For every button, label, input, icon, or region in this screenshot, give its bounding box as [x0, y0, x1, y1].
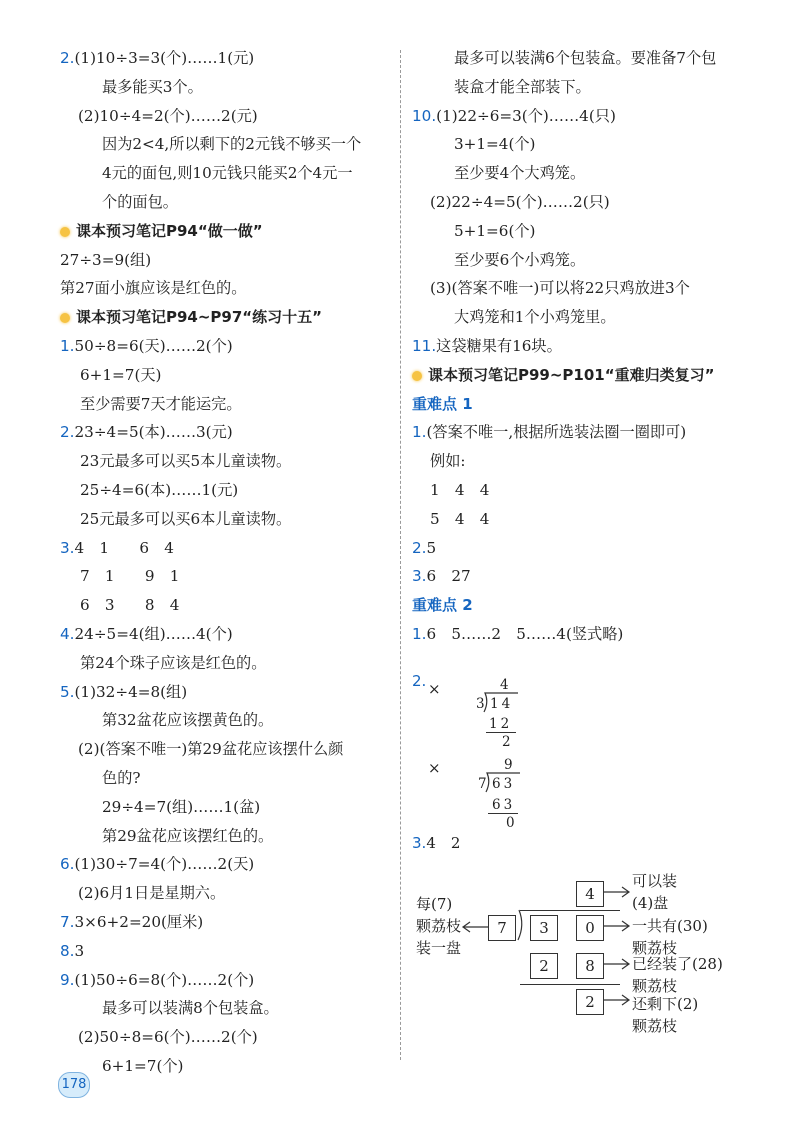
- answer-line: [412, 505, 752, 534]
- answer-text: 至少要4个大鸡笼。: [454, 164, 586, 183]
- division1-quotient: 4: [500, 677, 509, 693]
- answer-line: [412, 159, 752, 188]
- section-heading-text: 课本预习笔记P99~P101“重难归类复习”: [428, 365, 715, 384]
- answer-line: [60, 274, 390, 303]
- answer-text: 5 4 4: [430, 509, 490, 528]
- question-number: 3.: [60, 538, 75, 557]
- bullet-dot-icon: [412, 371, 422, 381]
- answer-line: [412, 476, 752, 505]
- answer-line: [412, 130, 752, 159]
- answer-text: (1)32÷4=8(组): [74, 682, 188, 701]
- answer-text: 大鸡笼和1个小鸡笼里。: [454, 308, 616, 327]
- question-number: 2.: [60, 49, 75, 67]
- answer-line: [60, 937, 390, 966]
- note-quotient-2: (4)盘: [632, 894, 669, 912]
- answer-line: [60, 44, 390, 73]
- section-heading: [60, 303, 390, 332]
- subsection-heading-text: 重难点 1: [412, 394, 473, 413]
- answer-line: [60, 332, 390, 361]
- answer-text: (3)(答案不唯一)可以将22只鸡放进3个: [430, 279, 690, 298]
- answer-line: [60, 822, 390, 851]
- answer-text: (1)10÷3=3(个)……1(元): [74, 49, 255, 67]
- question-number: 11.: [412, 336, 437, 355]
- arrow-product: [604, 957, 632, 971]
- dividend-box-tens: 3: [530, 915, 558, 941]
- answer-line: [412, 332, 752, 361]
- arrow-dividend: [604, 919, 632, 933]
- answer-2-label: 2.: [412, 672, 427, 690]
- answer-line: [60, 879, 390, 908]
- arrow-quotient: [604, 885, 632, 899]
- answer-line: [60, 735, 390, 764]
- answer-text: (2)50÷8=6(个)……2(个): [78, 1028, 258, 1047]
- answer-line: [60, 159, 390, 188]
- answer-text: 第27面小旗应该是红色的。: [60, 279, 247, 298]
- answer-line: [60, 447, 390, 476]
- answer-text: 5: [426, 538, 437, 557]
- note-product-2: 颗荔枝: [632, 977, 678, 995]
- answer-line: [60, 649, 390, 678]
- answer-text: 7 1 9 1: [80, 567, 180, 586]
- answer-text: 第29盆花应该摆红色的。: [102, 826, 274, 845]
- division1-divisor: 3: [476, 696, 485, 712]
- note-quotient-1: 可以装: [632, 872, 678, 890]
- question-number: 4.: [60, 624, 75, 643]
- answer-text: 3: [74, 941, 85, 960]
- answer-text: 4 1 6 4: [74, 538, 174, 557]
- right-column: [412, 44, 752, 649]
- answer-text: 装盒才能全部装下。: [454, 77, 591, 96]
- answer-line: [60, 188, 390, 217]
- answer-line: [412, 188, 752, 217]
- answer-text: (答案不唯一,根据所选装法圈一圈即可): [426, 423, 687, 442]
- arrow-to-divisor: [460, 920, 490, 934]
- answer-text: 个的面包。: [102, 192, 178, 211]
- division-top-line: [520, 910, 620, 911]
- answer-text: 1 4 4: [430, 480, 490, 499]
- answer-line: [60, 591, 390, 620]
- answer-line: [60, 476, 390, 505]
- question-number: 6.: [60, 855, 75, 874]
- product-box-tens: 2: [530, 953, 558, 979]
- answer-text: 至少要6个小鸡笼。: [454, 250, 586, 269]
- note-dividend-1: 一共有(30): [632, 917, 708, 935]
- question-number: 8.: [60, 941, 75, 960]
- division2-dividend: 63: [492, 776, 516, 792]
- answer-text: 23÷4=5(本)……3(元): [74, 423, 233, 442]
- answer-text: 这袋糖果有16块。: [436, 336, 562, 355]
- diagram-left-label-3: 装一盘: [416, 939, 462, 957]
- page-number: 178: [58, 1072, 90, 1098]
- answer-text: 6 3 8 4: [80, 596, 180, 615]
- diagram-left-label-1: 每(7): [416, 895, 453, 913]
- answer-text: 6+1=7(天): [80, 365, 162, 384]
- quotient-box: 4: [576, 881, 604, 907]
- remainder-box: 2: [576, 989, 604, 1015]
- answer-text: 3+1=4(个): [454, 135, 536, 154]
- answer-text: (2)22÷4=5(个)……2(只): [430, 192, 610, 211]
- division2-divisor: 7: [478, 776, 487, 792]
- divisor-box: 7: [488, 915, 516, 941]
- bullet-dot-icon: [60, 227, 70, 237]
- note-remainder-2: 颗荔枝: [632, 1017, 678, 1035]
- answer-line: [60, 246, 390, 275]
- note-dividend-2: 颗荔枝: [632, 939, 678, 957]
- division2-quotient: 9: [504, 757, 513, 773]
- answer-line: [412, 534, 752, 563]
- section-heading: [412, 361, 752, 390]
- question-number: 7.: [60, 912, 75, 931]
- answer-line: [60, 1052, 390, 1081]
- answer-text: (2)10÷4=2(个)……2(元): [78, 106, 258, 125]
- subsection-heading: [412, 591, 752, 620]
- answer-line: [412, 73, 752, 102]
- answer-line: [60, 908, 390, 937]
- answer-line: [412, 44, 752, 73]
- answer-line: [60, 73, 390, 102]
- answer-text: (1)22÷6=3(个)……4(只): [436, 106, 616, 125]
- answer-line: [60, 390, 390, 419]
- answer-line: [60, 678, 390, 707]
- section-heading-text: 课本预习笔记P94“做一做”: [76, 221, 263, 240]
- answer-line: [60, 994, 390, 1023]
- answer-line: [60, 505, 390, 534]
- answer-text: 第24个珠子应该是红色的。: [80, 653, 267, 672]
- answer-line: [412, 274, 752, 303]
- subsection-heading-text: 重难点 2: [412, 596, 473, 615]
- question-number: 1.: [60, 336, 75, 355]
- bullet-dot-icon: [60, 313, 70, 323]
- answer-line: [60, 706, 390, 735]
- arrow-remainder: [604, 993, 632, 1007]
- answer-text: 最多可以装满8个包装盒。: [102, 999, 279, 1018]
- left-column: [60, 44, 390, 1081]
- answer-text: 色的?: [102, 768, 141, 787]
- answer-line: [60, 130, 390, 159]
- answer-line: [60, 534, 390, 563]
- answer-text: 50÷8=6(天)……2(个): [74, 336, 233, 355]
- answer-text: 27÷3=9(组): [60, 250, 152, 269]
- answer-text: 25元最多可以买6本儿童读物。: [80, 509, 292, 528]
- dividend-box-ones: 0: [576, 915, 604, 941]
- answer-line: [412, 217, 752, 246]
- division2-product: 63: [492, 797, 516, 813]
- answer-text: 23元最多可以买5本儿童读物。: [80, 452, 292, 471]
- answer-text: 因为2<4,所以剩下的2元钱不够买一个: [102, 135, 362, 154]
- answer-line: [60, 361, 390, 390]
- note-product-1: 已经装了(28): [632, 955, 723, 973]
- wrong-mark-2: ×: [428, 759, 441, 777]
- answer-line: [60, 764, 390, 793]
- note-remainder-1: 还剩下(2): [632, 995, 699, 1013]
- question-number: 1.: [412, 624, 427, 643]
- question-number: 3.: [412, 567, 427, 586]
- answer-line: [60, 793, 390, 822]
- answer-line: [60, 418, 390, 447]
- division1-product: 12: [489, 716, 513, 732]
- answer-line: [60, 966, 390, 995]
- answer-text: 最多可以装满6个包装盒。要准备7个包: [454, 49, 717, 67]
- wrong-mark-1: ×: [428, 680, 441, 698]
- answer-text: 例如:: [430, 452, 466, 471]
- answer-line: [60, 1023, 390, 1052]
- question-number: 2.: [412, 538, 427, 557]
- answer-text: 6 27: [426, 567, 471, 586]
- subsection-heading: [412, 390, 752, 419]
- answer-text: (2)6月1日是星期六。: [78, 884, 226, 903]
- answer-line: [412, 102, 752, 131]
- answer-3: 3.4 2: [412, 834, 461, 852]
- question-number: 5.: [60, 682, 75, 701]
- answer-line: [60, 620, 390, 649]
- answer-text: 最多能买3个。: [102, 77, 203, 96]
- answer-text: 3×6+2=20(厘米): [74, 912, 204, 931]
- answer-line: [412, 303, 752, 332]
- answer-text: (2)(答案不唯一)第29盆花应该摆什么颜: [78, 740, 344, 759]
- answer-line: [412, 620, 752, 649]
- answer-text: (1)30÷7=4(个)……2(天): [74, 855, 255, 874]
- section-heading: [60, 217, 390, 246]
- question-number: 1.: [412, 423, 427, 442]
- answer-line: [412, 447, 752, 476]
- answer-text: 至少需要7天才能运完。: [80, 394, 242, 413]
- answer-line: [60, 850, 390, 879]
- question-number: 10.: [412, 106, 437, 125]
- column-divider: [400, 50, 401, 1060]
- question-number: 9.: [60, 970, 75, 989]
- question-number: 2.: [60, 423, 75, 442]
- diagram-left-label-2: 颗荔枝: [416, 917, 462, 935]
- answer-text: 6+1=7(个): [102, 1056, 184, 1075]
- answer-line: [412, 418, 752, 447]
- division-bottom-line: [520, 984, 620, 985]
- answer-text: 6 5……2 5……4(竖式略): [426, 624, 624, 643]
- answer-text: 24÷5=4(组)……4(个): [74, 624, 233, 643]
- answer-line: [412, 246, 752, 275]
- product-box-ones: 8: [576, 953, 604, 979]
- answer-line: [412, 562, 752, 591]
- division1-line: [486, 732, 516, 733]
- division1-dividend: 14: [490, 696, 514, 712]
- answer-text: 4元的面包,则10元钱只能买2个4元一: [102, 164, 353, 183]
- division2-line: [488, 813, 518, 814]
- answer-line: [60, 562, 390, 591]
- answer-text: 5+1=6(个): [454, 221, 536, 240]
- answer-text: 25÷4=6(本)……1(元): [80, 480, 239, 499]
- section-heading-text: 课本预习笔记P94~P97“练习十五”: [76, 308, 323, 327]
- answer-line: [60, 102, 390, 131]
- answer-text: 第32盆花应该摆黄色的。: [102, 711, 274, 730]
- division1-remainder: 2: [502, 734, 511, 750]
- answer-text: 29÷4=7(组)……1(盆): [102, 797, 261, 816]
- answer-text: (1)50÷6=8(个)……2(个): [74, 970, 255, 989]
- division2-remainder: 0: [506, 815, 515, 831]
